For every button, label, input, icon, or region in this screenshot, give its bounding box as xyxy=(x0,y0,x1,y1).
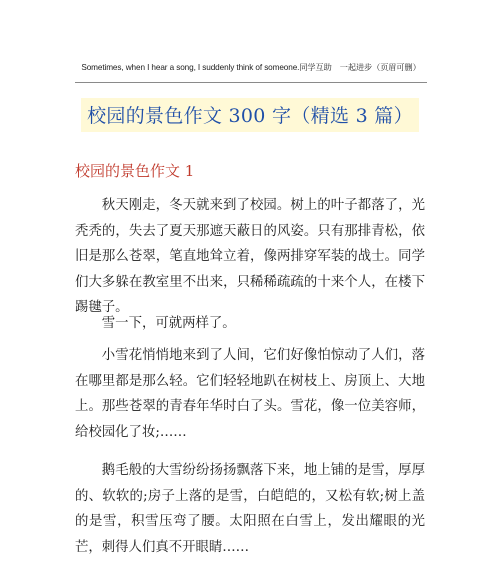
section-heading: 校园的景色作文 1 xyxy=(75,162,195,180)
paragraph: 雪一下，可就两样了。 xyxy=(101,316,236,331)
page-header-text: Sometimes, when I hear a song, I suddenly think of someone.同学互助 一起进步（页眉可删） xyxy=(81,63,421,72)
paragraph: 鹅毛般的大雪纷纷扬扬飘落下来，地上铺的是雪，厚厚的、软软的;房子上落的是雪，白皑皑的，又松有软;树上盖的是雪，积雪压弯了腰。太阳照在白雪上，发出耀眼的光芒，刺得人们真不开眼睛…… xyxy=(75,463,425,555)
paragraph: 小雪花悄悄地来到了人间，它们好像怕惊动了人们，落在哪里都是那么轻。它们轻轻地趴在树枝上、房顶上、大地上。那些苍翠的青春年华时白了头。雪花，像一位美容师，给校园化了妆;…… xyxy=(75,348,425,440)
document-title: 校园的景色作文 300 字（精选 3 篇） xyxy=(81,98,419,132)
title-container xyxy=(0,98,500,132)
header-divider xyxy=(75,82,427,83)
paragraph: 秋天刚走，冬天就来到了校园。树上的叶子都落了，光秃秃的，失去了夏天那遮天蔽日的风姿。只有那排青松，依旧是那么苍翠，笔直地耸立着，像两排穿军装的战士。同学们大多躲在教室里不出来，只稀稀疏疏的十来个人，在楼下踢毽子。 xyxy=(75,198,425,315)
